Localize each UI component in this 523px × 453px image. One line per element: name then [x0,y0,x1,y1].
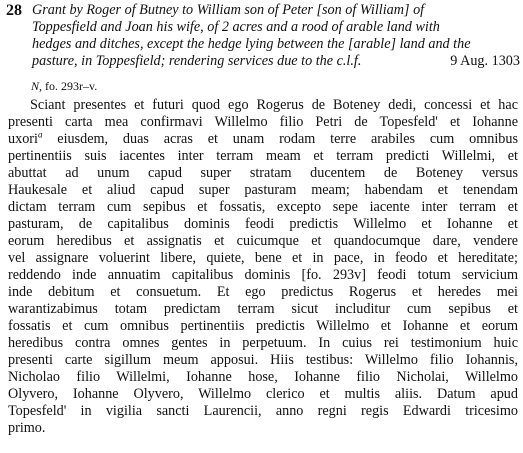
summary-line: pasture, in Toppesfield; rendering services due to the c.l.f. [32,53,362,69]
text-fragment: uxori [8,131,38,147]
text-line: vel assignare voluerint libere, quiete, bene et in pace, in feodo et hereditate; [8,250,518,266]
text-line: abuttat ad unum capud super stratam ducentem de Boteney versus [8,165,518,181]
summary-line-last [32,53,520,70]
text-line-with-note [8,131,518,148]
charter-text [8,97,518,437]
folio-reference: [fo. 293v] [301,267,366,283]
text-line: Olyvero, Iohanne Olyvero, Willelmo clerico et multis aliis. Datum apud [8,386,518,402]
summary-line: Grant by Roger of Butney to William son of Peter [son of William] of [32,2,425,18]
text-line: presenti carte sigillum meum apposui. Hiis testibus: Willelmo filio Iohannis, [8,352,518,368]
summary-line: hedges and ditches, except the hedge lying between the [arable] land and the [32,36,471,52]
entry-date: 9 Aug. 1303 [450,53,520,69]
summary-line: Toppesfield and Joan his wife, of 2 acres and a rood of arable land with [32,19,440,35]
footnote-marker: a [37,131,43,140]
text-line-with-folio [8,267,518,284]
text-line: dictam terram cum sepibus et fossatis, excepto sepe iacente inter terram et [8,199,518,215]
text-fragment: eiusdem, duas acras et unam rodam terre arabiles cum omnibus [42,131,518,147]
text-line: Nicholao filio Willelmi, Iohanne hose, Iohanne filio Nicholai, Willelmo [8,369,518,385]
text-line: presenti carta mea confirmavi Willelmo filio Petri de Topesfeld' et Iohanne [8,114,518,130]
text-line: Haukesale et aliud capud super pasturam meam; habendam et tenendam [8,182,518,198]
text-line: fossatis et cum omnibus pertinentiis predictis Willelmo et Iohanne et eorum [8,318,518,334]
text-line: pasturam, de capitalibus dominis feodi predictis Willelmo et Iohanne et [8,216,518,232]
text-fragment: feodi totum servicium [365,267,518,283]
text-fragment: reddendo inde annuatim capitalibus dominis [8,267,291,283]
text-line: warantizabimus totam predictam terram sicut includitur cum sepibus et [8,301,518,317]
source-reference [31,79,97,93]
entry-summary [32,2,522,70]
source-manuscript: N, [31,79,43,93]
entry-number: 28 [6,2,22,19]
text-line: Sciant presentes et futuri quod ego Rogerus de Boteney dedi, concessi et hac [30,97,518,113]
text-line: eorum heredibus et assignatis et cuicumque et quandocumque dare, vendere [8,233,518,249]
text-line: inde debitum et consuetum. Et ego predictus Rogerus et heredes mei [8,284,518,300]
source-folio: fo. 293r–v. [45,79,98,93]
text-line: Topesfeld' in vigilia sancti Laurencii, anno regni regis Edwardi tricesimo [8,403,518,419]
text-line-last: primo. [8,420,46,436]
text-line: heredibus contra omnes gentes in perpetuum. In cuius rei testimonium huic [8,335,518,351]
text-line: pertinentiis suis iacentes inter terram meam et terram predicti Willelmi, et [8,148,518,164]
